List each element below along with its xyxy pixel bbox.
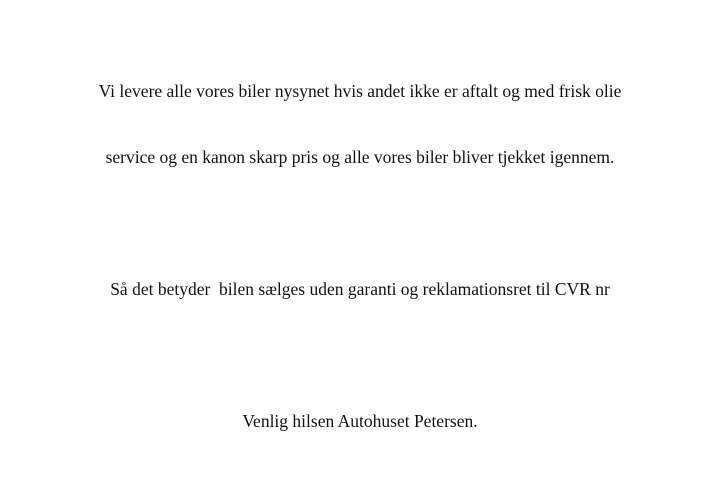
paragraph-spacer [0, 212, 720, 234]
signoff-line: Venlig hilsen Autohuset Petersen. [242, 411, 478, 431]
document-body [0, 36, 720, 476]
intro-line-1: Vi levere alle vores biler nysynet hvis andet ikke er aftalt og med frisk olie [98, 81, 622, 101]
signoff-paragraph [0, 366, 720, 476]
intro-line-2: service og en kanon skarp pris og alle vores biler bliver tjekket igennem. [105, 147, 615, 167]
intro-paragraph [0, 36, 720, 212]
warranty-paragraph [0, 234, 720, 344]
paragraph-spacer [0, 344, 720, 366]
warranty-line: Så det betyder bilen sælges uden garanti og reklamationsret til CVR nr [110, 279, 610, 299]
